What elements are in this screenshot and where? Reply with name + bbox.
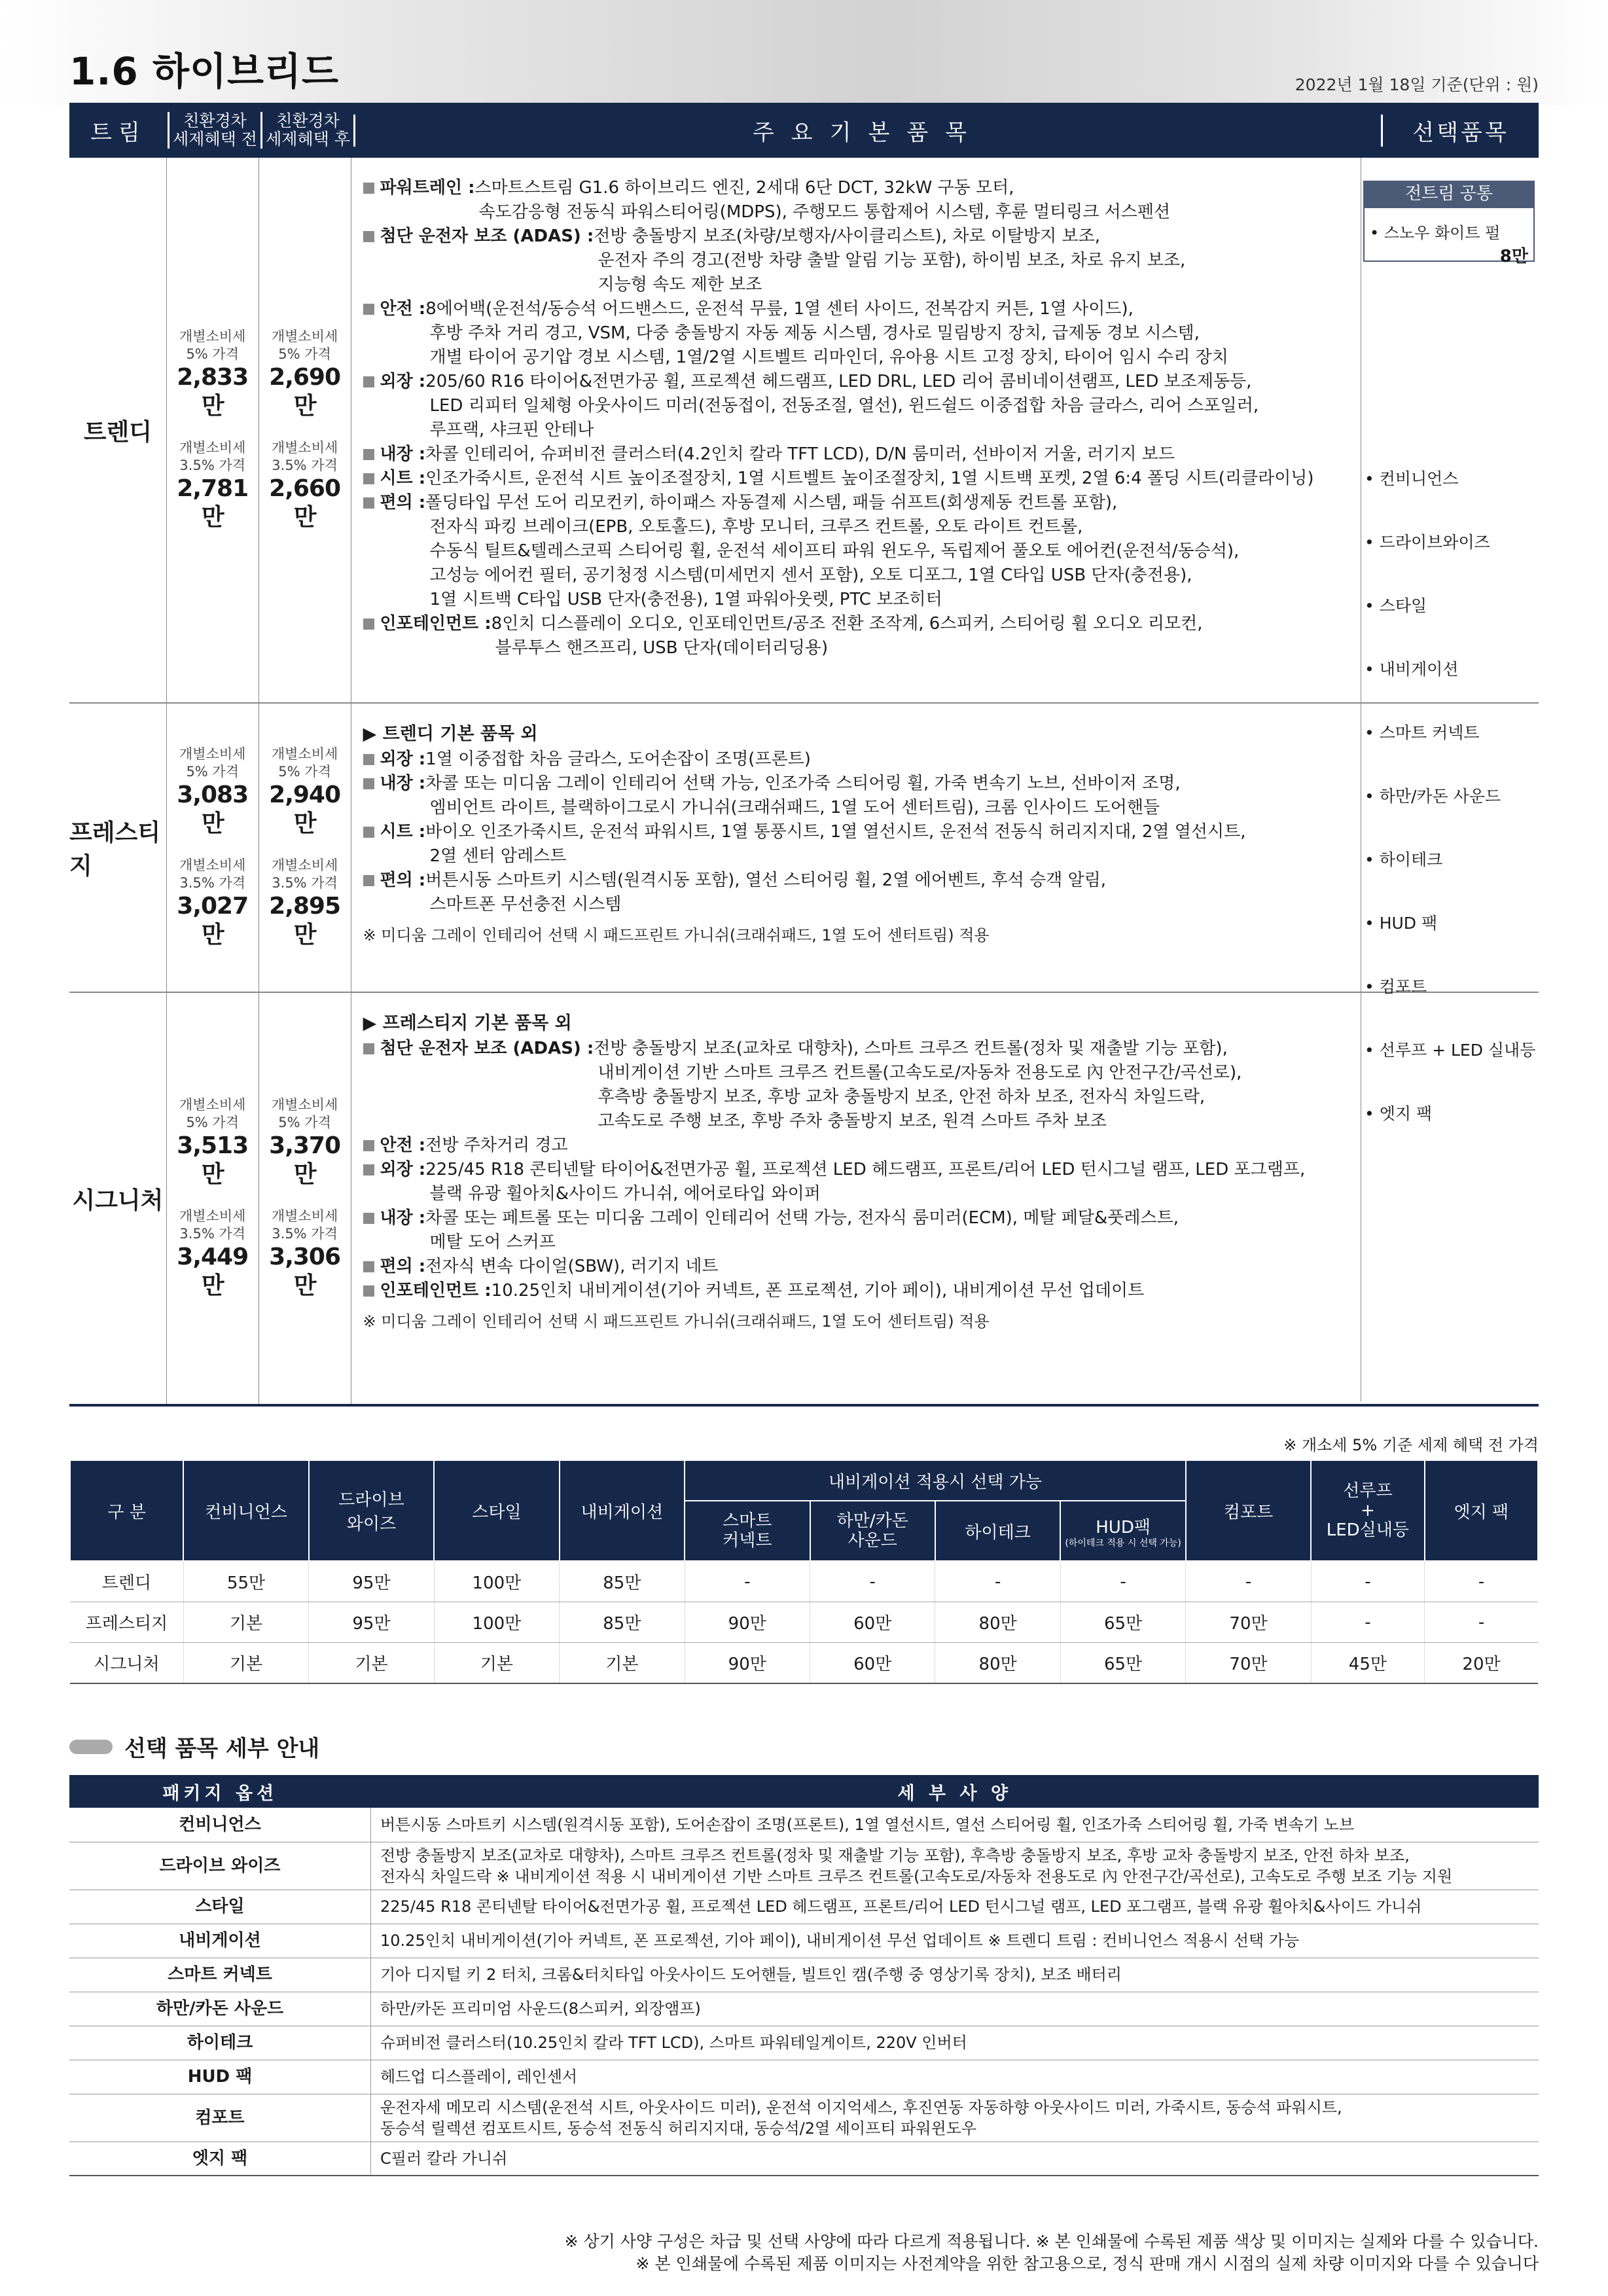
option-price-cell: 55만 — [183, 1561, 308, 1602]
bullet-square-icon — [363, 473, 374, 484]
detail-spec-line: 동승석 릴렉션 컴포트시트, 동승석 전동식 허리지지대, 동승석/2열 세이프티 파워윈도우 — [380, 2119, 977, 2138]
option-price-cell: - — [1060, 1561, 1185, 1602]
col-navi-group: 내비게이션 적용시 선택 가능 — [685, 1460, 1186, 1501]
price-label: 개별소비세 — [179, 746, 246, 762]
feature-text: 8인치 디스플레이 오디오, 인포테인먼트/공조 전환 조작계, 6스피커, 스티어링 휠 오디오 리모컨, — [491, 614, 1203, 634]
detail-package-name: 드라이브 와이즈 — [69, 1842, 371, 1890]
feature-label: 외장 : — [380, 749, 426, 769]
price-block — [167, 439, 259, 532]
feature-text: 전방 충돌방지 보조(차량/보행자/사이클리스트), 차로 이탈방지 보조, — [594, 226, 1101, 246]
option-price-cell: 기본 — [183, 1602, 308, 1643]
detail-package-name: 하이테크 — [69, 2026, 371, 2060]
detail-spec-line: 버튼시동 스마트키 시스템(원격시동 포함), 도어손잡이 조명(프론트), 1열 열선시트, 열선 스티어링 휠, 인조가죽 스티어링 휠, 가죽 변속기 노브 — [380, 1815, 1355, 1834]
detail-row — [69, 1992, 1539, 2026]
bullet-square-icon — [363, 875, 374, 886]
option-price-cell: 100만 — [434, 1561, 559, 1602]
price-label: 5% 가격 — [186, 764, 239, 780]
col-smart-connect: 스마트 커넥트 — [685, 1501, 810, 1561]
detail-row — [69, 2142, 1539, 2176]
main-table-header — [69, 103, 1539, 158]
price-label: 개별소비세 — [179, 857, 246, 873]
feature-label: 내장 : — [380, 774, 426, 793]
feature-item — [363, 224, 1527, 297]
detail-spec — [371, 1992, 1539, 2026]
feature-text: 폴딩타입 무선 도어 리모컨키, 하이패스 자동결제 시스템, 패들 쉬프트(회생제동 컨트롤 포함), — [425, 493, 1118, 512]
feature-label: 첨단 운전자 보조 (ADAS) : — [380, 1039, 594, 1058]
trim-note: ※ 미디움 그레이 인테리어 선택 시 패드프린트 가니쉬(크래쉬패드, 1열 도어 센터트림) 적용 — [363, 1312, 990, 1331]
detail-header-key: 패키지 옵션 — [69, 1775, 371, 1808]
price-label: 개별소비세 — [271, 440, 338, 456]
option-row — [70, 1561, 1538, 1602]
features-subheading: ▶ 트렌디 기본 품목 외 — [363, 724, 538, 744]
option-price-cell: 95만 — [309, 1602, 434, 1643]
feature-text: 차콜 또는 미디움 그레이 인테리어 선택 가능, 인조가죽 스티어링 휠, 가죽 변속기 노브, 선바이저 조명, — [425, 774, 1181, 793]
detail-spec-line: 225/45 R18 콘티넨탈 타이어&전면가공 휠, 프로젝션 LED 헤드램프, 프론트/리어 LED 턴시그널 램프, LED 포그램프, 블랙 유광 휠아치&사이드 가니쉬 — [380, 1897, 1422, 1916]
header-options: 선택품목 — [1381, 115, 1539, 147]
price-block — [167, 328, 259, 421]
price-label: 개별소비세 — [179, 440, 246, 456]
feature-text: 전자식 변속 다이얼(SBW), 러기지 네트 — [425, 1257, 719, 1276]
detail-spec-line: 하만/카돈 프리미엄 사운드(8스피커, 외장앰프) — [380, 2000, 701, 2018]
price-label: 개별소비세 — [179, 329, 246, 344]
detail-spec — [371, 1842, 1539, 1890]
col-comfort: 컴포트 — [1186, 1460, 1311, 1561]
bullet-square-icon — [363, 1213, 374, 1224]
detail-spec-line: 운전자세 메모리 시스템(운전석 시트, 아웃사이드 미러), 운전석 이지억세스, 후진연동 자동하향 아웃사이드 미러, 가죽시트, 동승석 파워시트, — [380, 2098, 1342, 2117]
col-sunroof: 선루프 + LED실내등 — [1311, 1460, 1424, 1561]
feature-item — [363, 772, 1527, 820]
detail-package-name: HUD 팩 — [69, 2060, 371, 2094]
price-label: 3.5% 가격 — [179, 457, 246, 473]
feature-item — [363, 1158, 1527, 1206]
detail-row — [69, 2094, 1539, 2142]
bullet-square-icon — [363, 619, 374, 630]
feature-label: 편의 : — [380, 870, 426, 890]
feature-item — [363, 747, 1527, 772]
feature-text: 인조가죽시트, 운전석 시트 높이조절장치, 1열 시트벨트 높이조절장치, 1열 시트백 포켓, 2열 6:4 폴딩 시트(리클라이닝) — [425, 469, 1314, 488]
trim-note: ※ 미디움 그레이 인테리어 선택 시 패드프린트 가니쉬(크래쉬패드, 1열 도어 센터트림) 적용 — [363, 926, 990, 944]
bullet-square-icon — [363, 1261, 374, 1272]
option-list-item: • 컴포트 — [1365, 977, 1427, 996]
option-price-cell: - — [1425, 1561, 1538, 1602]
detail-spec-line: 10.25인치 내비게이션(기아 커넥트, 폰 프로젝션, 기아 페이), 내비게이션 무선 업데이트 ※ 트렌디 트림 : 컨비니언스 적용시 선택 가능 — [380, 1931, 1300, 1950]
feature-text: 속도감응형 전동식 파워스티어링(MDPS), 주행모드 통합제어 시스템, 후륜 멀티링크 서스펜션 — [478, 202, 1171, 222]
price-before — [167, 158, 259, 702]
feature-text: 차콜 또는 페트롤 또는 미디움 그레이 인테리어 선택 가능, 전자식 룸미러(ECM), 메탈 페달&풋레스트, — [425, 1208, 1179, 1228]
detail-spec — [371, 2094, 1539, 2142]
section-bar-icon — [69, 1740, 113, 1754]
options-common-header: 전트림 공통 — [1363, 181, 1535, 207]
option-list-item: • 엣지 팩 — [1365, 1104, 1433, 1123]
feature-text: 10.25인치 내비게이션(기아 커넥트, 폰 프로젝션, 기아 페이), 내비게이션 무선 업데이트 — [491, 1281, 1145, 1300]
option-price-cell: 80만 — [935, 1602, 1060, 1643]
detail-spec — [371, 1890, 1539, 1924]
detail-spec — [371, 2060, 1539, 2094]
feature-label: 내장 : — [380, 444, 426, 464]
detail-spec — [371, 1808, 1539, 1842]
option-price-cell: 90만 — [685, 1602, 810, 1643]
option-price-cell: - — [1311, 1602, 1424, 1643]
option-list-item: • 스마트 커넥트 — [1365, 723, 1480, 742]
trim-name: 트렌디 — [69, 158, 167, 702]
detail-spec-line: C필러 칼라 가니쉬 — [380, 2149, 508, 2168]
price-block — [259, 745, 351, 838]
option-price-cell: 기본 — [434, 1643, 559, 1684]
price-value: 2,895만 — [269, 893, 341, 948]
col-hud: HUD팩 (하이테크 적용 시 선택 가능) — [1060, 1501, 1185, 1561]
option-row-trim: 시그니처 — [70, 1643, 183, 1684]
option-list-item: • 선루프 + LED 실내등 — [1365, 1041, 1536, 1060]
feature-item — [363, 820, 1527, 869]
price-value: 2,781만 — [177, 475, 249, 531]
option-price-cell: 70만 — [1186, 1602, 1311, 1643]
options-common-box — [1363, 207, 1535, 266]
price-label: 개별소비세 — [271, 1208, 338, 1224]
price-after — [259, 704, 351, 992]
trim-table — [69, 158, 1539, 1407]
price-value: 2,940만 — [269, 781, 341, 837]
feature-text: 스마트폰 무선충전 시스템 — [429, 895, 622, 914]
header-main-features: 주요기본품목 — [353, 115, 1381, 147]
price-value: 2,690만 — [269, 364, 341, 420]
bullet-square-icon — [363, 1043, 374, 1054]
price-value: 3,370만 — [269, 1132, 341, 1188]
price-after — [259, 158, 351, 702]
detail-row — [69, 1890, 1539, 1924]
option-price-cell: - — [685, 1561, 810, 1602]
feature-item — [363, 869, 1527, 917]
col-gubun: 구 분 — [70, 1460, 183, 1561]
detail-package-name: 엣지 팩 — [69, 2142, 371, 2176]
option-row — [70, 1602, 1538, 1643]
feature-label: 내장 : — [380, 1208, 426, 1228]
detail-section-title: 선택 품목 세부 안내 — [69, 1731, 319, 1763]
page-title: 1.6 하이브리드 — [69, 49, 340, 94]
detail-row — [69, 1808, 1539, 1842]
feature-item — [363, 176, 1527, 224]
price-after — [259, 993, 351, 1404]
feature-label: 파워트레인 : — [380, 178, 475, 198]
bullet-square-icon — [363, 1285, 374, 1297]
feature-text: 고성능 에어컨 필터, 공기청정 시스템(미세먼지 센서 포함), 오토 디포그, 1열 C타입 USB 단자(충전용), — [429, 565, 1192, 585]
price-value: 2,660만 — [269, 475, 341, 531]
option-price-table — [69, 1460, 1539, 1684]
feature-text: 1열 시트백 C타입 USB 단자(충전용), 1열 파워아웃렛, PTC 보조히터 — [429, 590, 942, 609]
feature-label: 안전 : — [380, 1136, 426, 1155]
feature-item — [363, 1037, 1527, 1134]
option-price-cell: 60만 — [810, 1602, 935, 1643]
col-drivewise: 드라이브 와이즈 — [309, 1460, 434, 1561]
option-price-cell: 65만 — [1060, 1643, 1185, 1684]
feature-label: 외장 : — [380, 1160, 426, 1179]
bullet-square-icon — [363, 754, 374, 765]
option-price-cell: 85만 — [560, 1561, 685, 1602]
option-price-cell: 기본 — [560, 1643, 685, 1684]
detail-package-name: 스타일 — [69, 1890, 371, 1924]
detail-package-name: 내비게이션 — [69, 1924, 371, 1958]
price-label: 3.5% 가격 — [179, 1226, 246, 1242]
feature-text: 후방 주차 거리 경고, VSM, 다중 충돌방지 자동 제동 시스템, 경사로 밀림방지 장치, 급제동 경보 시스템, — [429, 323, 1200, 343]
col-edge: 엣지 팩 — [1425, 1460, 1538, 1561]
price-value: 3,513만 — [177, 1132, 249, 1188]
feature-text: 1열 이중접합 차음 글라스, 도어손잡이 조명(프론트) — [425, 749, 811, 769]
feature-text: 전방 충돌방지 보조(교차로 대향차), 스마트 크루즈 컨트롤(정차 및 재출발 기능 포함), — [594, 1039, 1228, 1058]
option-price-cell: - — [935, 1561, 1060, 1602]
feature-label: 인포테인먼트 : — [380, 614, 491, 634]
detail-row — [69, 1924, 1539, 1958]
detail-package-name: 컨비니언스 — [69, 1808, 371, 1842]
price-block — [167, 857, 259, 950]
bullet-square-icon — [363, 1140, 374, 1151]
trim-row — [69, 158, 1539, 704]
option-price-cell: - — [1186, 1561, 1311, 1602]
detail-spec-line: 헤드업 디스플레이, 레인센서 — [380, 2068, 578, 2086]
price-label: 개별소비세 — [179, 1097, 246, 1113]
feature-text: 스마트스트림 G1.6 하이브리드 엔진, 2세대 6단 DCT, 32kW 구동 모터, — [474, 178, 1014, 198]
feature-text: 차콜 인테리어, 슈퍼비전 클러스터(4.2인치 칼라 TFT LCD), D/N 룸미러, 선바이저 거울, 러기지 보드 — [425, 444, 1175, 464]
price-label: 개별소비세 — [271, 857, 338, 873]
feature-text: 전방 주차거리 경고 — [425, 1136, 568, 1155]
detail-spec-line: 슈퍼비전 클러스터(10.25인치 칼라 TFT LCD), 스마트 파워테일게이트, 220V 인버터 — [380, 2034, 967, 2052]
price-label: 5% 가격 — [186, 346, 239, 362]
bullet-square-icon — [363, 231, 374, 242]
col-harman: 하만/카돈 사운드 — [810, 1501, 935, 1561]
option-price-cell: 60만 — [810, 1643, 935, 1684]
detail-package-name: 스마트 커넥트 — [69, 1958, 371, 1992]
price-before — [167, 993, 259, 1404]
price-label: 5% 가격 — [278, 346, 331, 362]
option-price-cell: 95만 — [309, 1561, 434, 1602]
tax-note: ※ 개소세 5% 기준 세제 혜택 전 가격 — [1283, 1436, 1539, 1454]
feature-item — [363, 1255, 1527, 1279]
feature-item — [363, 1134, 1527, 1158]
option-price-cell: 85만 — [560, 1602, 685, 1643]
feature-text: 8에어백(운전석/동승석 어드밴스드, 운전석 무릎, 1열 센터 사이드, 전복감지 커튼, 1열 사이드), — [425, 299, 1134, 319]
feature-text: 개별 타이어 공기압 경보 시스템, 1열/2열 시트벨트 리마인더, 유아용 시트 고정 장치, 타이어 임시 수리 장치 — [429, 348, 1228, 367]
option-price-cell: - — [810, 1561, 935, 1602]
feature-text: 블랙 유광 휠아치&사이드 가니쉬, 에어로타입 와이퍼 — [429, 1184, 821, 1204]
price-block — [259, 439, 351, 532]
detail-row — [69, 1842, 1539, 1890]
price-value: 3,027만 — [177, 893, 249, 948]
detail-spec — [371, 2142, 1539, 2176]
price-block — [167, 1096, 259, 1189]
price-block — [259, 857, 351, 950]
feature-text: 고속도로 주행 보조, 후방 주차 충돌방지 보조, 원격 스마트 주차 보조 — [598, 1111, 1107, 1131]
common-option-item: • 스노우 화이트 펄 — [1370, 224, 1501, 242]
feature-item — [363, 491, 1527, 612]
feature-label: 외장 : — [380, 372, 426, 391]
common-option-price: 8만 — [1499, 247, 1528, 266]
header-price-before: 친환경차 세제혜택 전 — [168, 112, 260, 149]
feature-item — [363, 442, 1527, 467]
feature-label: 안전 : — [380, 299, 426, 319]
price-label: 3.5% 가격 — [272, 457, 338, 473]
feature-label: 시트 : — [380, 469, 426, 488]
price-before — [167, 704, 259, 992]
price-label: 개별소비세 — [271, 1097, 338, 1113]
detail-package-name: 하만/카돈 사운드 — [69, 1992, 371, 2026]
price-label: 개별소비세 — [179, 1208, 246, 1224]
col-convenience: 컨비니언스 — [183, 1460, 308, 1561]
detail-header-value: 세 부 사 양 — [371, 1775, 1539, 1808]
option-list-item: • 드라이브와이즈 — [1365, 533, 1490, 552]
price-block — [167, 745, 259, 838]
feature-text: 2열 센터 암레스트 — [429, 846, 567, 866]
detail-package-name: 컴포트 — [69, 2094, 371, 2142]
feature-label: 편의 : — [380, 493, 426, 512]
option-list-item: • 하만/카돈 사운드 — [1365, 787, 1501, 806]
feature-text: 전자식 파킹 브레이크(EPB, 오토홀드), 후방 모니터, 크루즈 컨트롤, 오토 라이트 컨트롤, — [429, 517, 1083, 537]
feature-item — [363, 1206, 1527, 1255]
bullet-square-icon — [363, 376, 374, 387]
option-price-cell: 20만 — [1425, 1643, 1538, 1684]
detail-row — [69, 1958, 1539, 1992]
option-price-cell: 80만 — [935, 1643, 1060, 1684]
feature-text: 바이오 인조가죽시트, 운전석 파워시트, 1열 통풍시트, 1열 열선시트, 운전석 전동식 허리지지대, 2열 열선시트, — [425, 822, 1246, 842]
feature-item — [363, 297, 1527, 370]
option-list-item: • HUD 팩 — [1365, 914, 1438, 933]
features-subheading: ▶ 프레스티지 기본 품목 외 — [363, 1013, 572, 1033]
price-block — [167, 1208, 259, 1300]
feature-item — [363, 370, 1527, 442]
feature-item — [363, 467, 1527, 491]
header-trim: 트림 — [90, 119, 147, 146]
price-label: 5% 가격 — [186, 1115, 239, 1130]
feature-text: 블루투스 핸즈프리, USB 단자(데이터리딩용) — [495, 638, 829, 658]
feature-text: 엠비언트 라이트, 블랙하이그로시 가니쉬(크래쉬패드, 1열 도어 센터트림), 크롬 인사이드 도어핸들 — [429, 798, 1160, 817]
option-list-item: • 스타일 — [1365, 596, 1427, 615]
feature-text: 버튼시동 스마트키 시스템(원격시동 포함), 열선 스티어링 휠, 2열 에어벤트, 후석 승객 알림, — [425, 870, 1107, 890]
detail-spec — [371, 1924, 1539, 1958]
feature-label: 인포테인먼트 : — [380, 1281, 491, 1300]
trim-row — [69, 704, 1539, 993]
price-block — [259, 1208, 351, 1300]
option-row — [70, 1643, 1538, 1684]
detail-spec-line: 전방 충돌방지 보조(교차로 대향차), 스마트 크루즈 컨트롤(정차 및 재출발 기능 포함), 후측방 충돌방지 보조, 후방 교차 충돌방지 보조, 안전 하차 보조, — [380, 1846, 1410, 1865]
detail-row — [69, 2026, 1539, 2060]
feature-text: 205/60 R16 타이어&전면가공 휠, 프로젝션 헤드램프, LED DRL, LED 리어 콤비네이션램프, LED 보조제동등, — [425, 372, 1252, 391]
options-list — [1365, 466, 1536, 1164]
price-label: 5% 가격 — [278, 1115, 331, 1130]
feature-text: 수동식 틸트&텔레스코픽 스티어링 휠, 운전석 세이프티 파워 윈도우, 독립제어 풀오토 에어컨(운전석/동승석), — [429, 541, 1240, 561]
detail-spec-line: 기아 디지털 키 2 터치, 크롬&터치타입 아웃사이드 도어핸들, 빌트인 캠(주행 중 영상기록 장치), 보조 배터리 — [380, 1965, 1122, 1984]
option-price-cell: 65만 — [1060, 1602, 1185, 1643]
bullet-square-icon — [363, 778, 374, 789]
feature-label: 첨단 운전자 보조 (ADAS) : — [380, 226, 594, 246]
option-price-cell: 100만 — [434, 1602, 559, 1643]
price-value: 3,449만 — [177, 1244, 249, 1299]
feature-item — [363, 612, 1527, 660]
option-list-item: • 하이테크 — [1365, 850, 1443, 869]
option-row-trim: 트렌디 — [70, 1561, 183, 1602]
feature-text: 운전자 주의 경고(전방 차량 출발 알림 기능 포함), 하이빔 보조, 차로 유지 보조, — [598, 251, 1186, 270]
price-block — [259, 1096, 351, 1189]
footer-line: ※ 상기 사양 구성은 차급 및 선택 사양에 따라 다르게 적용됩니다. ※ 본 인쇄물에 수록된 제품 색상 및 이미지는 실제와 다를 수 있습니다. — [564, 2232, 1539, 2251]
footer-line: ※ 본 인쇄물에 수록된 제품 이미지는 사전계약을 위한 참고용으로, 정식 판매 개시 시점의 실제 차량 이미지와 다를 수 있습니다 — [635, 2254, 1539, 2273]
detail-spec — [371, 2026, 1539, 2060]
header-price-after: 친환경차 세제혜택 후 — [260, 112, 353, 149]
price-value: 3,083만 — [177, 781, 249, 837]
option-price-cell: - — [1311, 1561, 1424, 1602]
hud-note: (하이테크 적용 시 선택 가능) — [1065, 1537, 1181, 1549]
feature-text: 후측방 충돌방지 보조, 후방 교차 충돌방지 보조, 안전 하차 보조, 전자식 차일드락, — [598, 1087, 1206, 1107]
option-price-cell: 기본 — [309, 1643, 434, 1684]
option-price-cell: 45만 — [1311, 1643, 1424, 1684]
price-label: 개별소비세 — [271, 329, 338, 344]
price-label: 5% 가격 — [278, 764, 331, 780]
price-label: 3.5% 가격 — [272, 875, 338, 891]
bullet-square-icon — [363, 1164, 374, 1175]
trim-row — [69, 993, 1539, 1404]
feature-text: 루프랙, 샤크핀 안테나 — [429, 420, 594, 440]
price-label: 3.5% 가격 — [272, 1226, 338, 1242]
feature-text: 225/45 R18 콘티넨탈 타이어&전면가공 휠, 프로젝션 LED 헤드램프, 프론트/리어 LED 턴시그널 램프, LED 포그램프, — [425, 1160, 1306, 1179]
detail-spec-line: 전자식 차일드락 ※ 내비게이션 적용 시 내비게이션 기반 스마트 크루즈 컨트롤(고속도로/자동차 전용도로 內 안전구간/곡선로), 고속도로 주행 보조 기능 지원 — [380, 1867, 1453, 1886]
col-style: 스타일 — [434, 1460, 559, 1561]
feature-item — [363, 1279, 1527, 1303]
price-block — [259, 328, 351, 421]
detail-spec — [371, 1958, 1539, 1992]
option-list-item: • 내비게이션 — [1365, 660, 1459, 679]
feature-text: 내비게이션 기반 스마트 크루즈 컨트롤(고속도로/자동차 전용도로 內 안전구간/곡선로), — [598, 1063, 1242, 1083]
detail-row — [69, 2060, 1539, 2094]
col-hitech: 하이테크 — [935, 1501, 1060, 1561]
price-label: 개별소비세 — [271, 746, 338, 762]
price-value: 3,306만 — [269, 1244, 341, 1299]
option-price-cell: 90만 — [685, 1643, 810, 1684]
price-label: 3.5% 가격 — [179, 875, 246, 891]
bullet-square-icon — [363, 183, 374, 194]
trim-name: 프레스티지 — [69, 704, 167, 992]
option-list-item: • 컨비니언스 — [1365, 469, 1459, 488]
feature-text: 메탈 도어 스커프 — [429, 1232, 556, 1252]
bullet-square-icon — [363, 827, 374, 838]
option-price-cell: 기본 — [183, 1643, 308, 1684]
bullet-square-icon — [363, 304, 374, 315]
option-price-cell: 70만 — [1186, 1643, 1311, 1684]
feature-label: 시트 : — [380, 822, 426, 842]
bullet-square-icon — [363, 449, 374, 460]
date-note: 2022년 1월 18일 기준(단위 : 원) — [1295, 75, 1539, 94]
trim-name: 시그니처 — [69, 993, 167, 1404]
price-value: 2,833만 — [177, 364, 249, 420]
feature-text: 지능형 속도 제한 보조 — [598, 275, 762, 295]
col-navigation: 내비게이션 — [560, 1460, 685, 1561]
option-row-trim: 프레스티지 — [70, 1602, 183, 1643]
option-detail-table — [69, 1775, 1539, 2176]
option-price-cell: - — [1425, 1602, 1538, 1643]
bullet-square-icon — [363, 497, 374, 509]
feature-label: 편의 : — [380, 1257, 426, 1276]
feature-text: LED 리피터 일체형 아웃사이드 미러(전동접이, 전동조절, 열선), 윈드쉴드 이중접합 차음 글라스, 리어 스포일러, — [429, 396, 1259, 416]
footer-notes — [565, 2231, 1539, 2275]
